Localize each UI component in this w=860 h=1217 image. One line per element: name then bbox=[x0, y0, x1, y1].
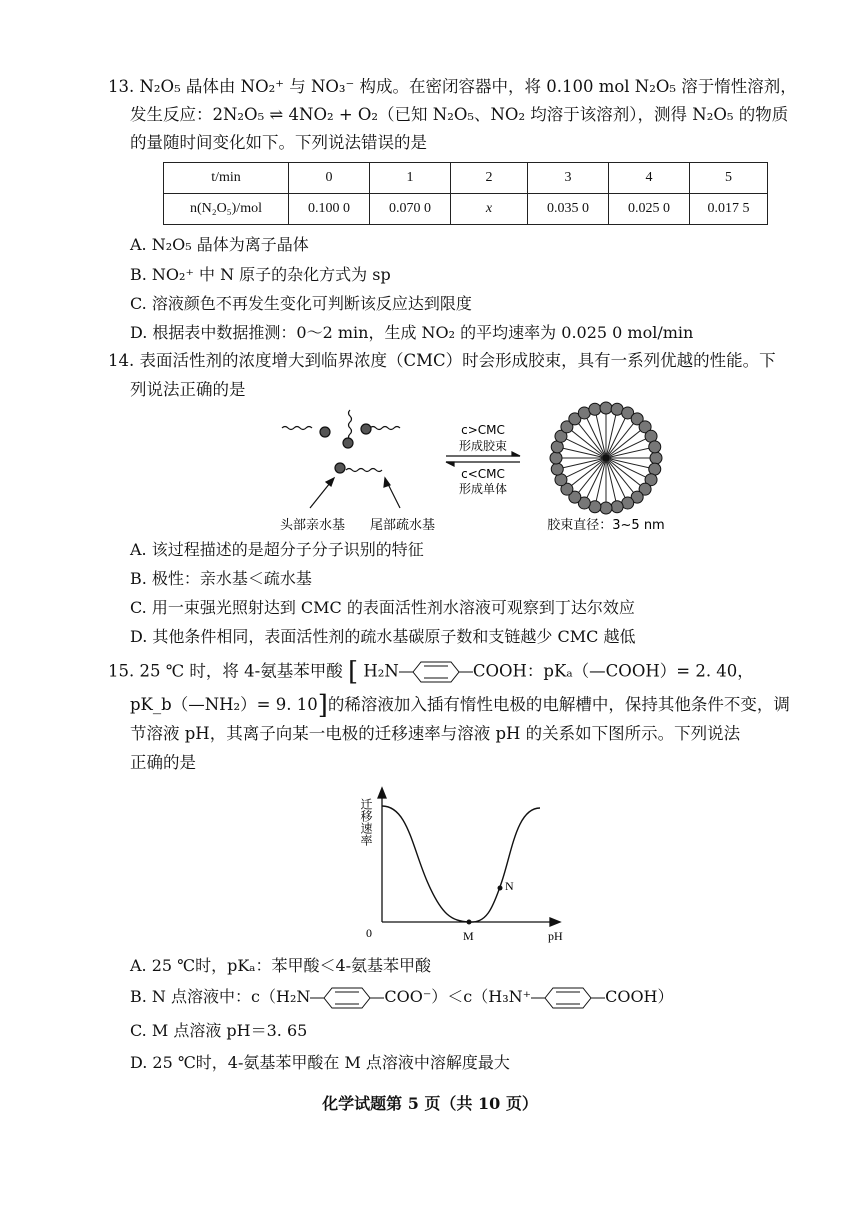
table-cell: 5 bbox=[690, 163, 768, 194]
micelle-tail bbox=[587, 462, 604, 498]
q15-option-c: C. M 点溶液 pH＝3. 65 bbox=[130, 1021, 308, 1040]
benzene-ring-icon bbox=[399, 660, 473, 684]
option-b-prefix: B. N 点溶液中：c bbox=[130, 987, 260, 1006]
label-arrows bbox=[310, 478, 400, 508]
label-tail-hydrophobic: 尾部疏水基 bbox=[370, 518, 436, 533]
bracket-open: [ bbox=[348, 657, 359, 687]
option-b-lt: ）＜c（ bbox=[431, 987, 489, 1006]
page-footer: 化学试题第 5 页（共 10 页） bbox=[322, 1094, 538, 1113]
benzene-ring-icon bbox=[531, 986, 605, 1010]
q15-line2b: 的稀溶液加入插有惰性电极的电解槽中，保持其他条件不变，调 bbox=[327, 695, 790, 714]
micelle-tail bbox=[566, 439, 602, 456]
option-b-h3n: H₃N⁺ bbox=[488, 987, 532, 1006]
rate-curve bbox=[382, 806, 540, 922]
option-b-cooh: COOH bbox=[605, 987, 658, 1006]
micelle-tail bbox=[607, 462, 616, 501]
micelle-tail bbox=[596, 462, 605, 501]
n-label: N bbox=[505, 879, 514, 893]
q14-option-d: D. 其他条件相同，表面活性剂的疏水基碳原子数和支链越少 CMC 越低 bbox=[130, 627, 636, 646]
table-cell: 0.100 0 bbox=[289, 194, 370, 225]
q15-option-a: A. 25 ℃时，pKₐ：苯甲酸＜4-氨基苯甲酸 bbox=[130, 956, 432, 975]
table-cell: 3 bbox=[528, 163, 609, 194]
micelle-tail bbox=[607, 415, 616, 454]
micelle-tail bbox=[608, 462, 625, 498]
micelle-core bbox=[602, 454, 610, 462]
q15-line3: 节溶液 pH，其离子向某一电极的迁移速率与溶液 pH 的关系如下图所示。下列说法 bbox=[130, 724, 741, 743]
micelle-tail bbox=[563, 459, 602, 468]
micelle-head bbox=[589, 403, 601, 415]
table-cell: 1 bbox=[370, 163, 451, 194]
carboxyl-group: COOH：pKₐ（—COOH）= 2. 40， bbox=[472, 661, 754, 681]
table-cell: 4 bbox=[609, 163, 690, 194]
surfactant-monomers bbox=[282, 410, 400, 473]
arrow-label-bot2: 形成单体 bbox=[458, 482, 508, 496]
micelle-tail bbox=[610, 459, 649, 468]
micelle-tail bbox=[610, 439, 646, 456]
label-micelle-diameter: 胶束直径：3~5 nm bbox=[547, 518, 665, 533]
micelle-tail bbox=[610, 448, 649, 457]
equilibrium-arrows bbox=[446, 452, 520, 466]
q13-option-c: C. 溶液颜色不再发生变化可判断该反应达到限度 bbox=[130, 294, 472, 313]
micelle-tail bbox=[566, 460, 602, 477]
q14-line1: 14. 表面活性剂的浓度增大到临界浓度（CMC）时会形成胶束，具有一系列优越的性能。下 bbox=[108, 351, 776, 370]
arrow-label-bot1: c<CMC bbox=[461, 467, 505, 481]
micelle-tail bbox=[596, 415, 605, 454]
label-head-hydrophilic: 头部亲水基 bbox=[280, 518, 346, 533]
q15-option-d: D. 25 ℃时，4-氨基苯甲酸在 M 点溶液中溶解度最大 bbox=[130, 1053, 510, 1072]
table-cell: 0 bbox=[289, 163, 370, 194]
q14-option-a: A. 该过程描述的是超分子分子识别的特征 bbox=[130, 540, 424, 559]
q13-line1: 13. N₂O₅ 晶体由 NO₂⁺ 与 NO₃⁻ 构成。在密闭容器中，将 0.100 mol N₂O₅ 溶于惰性溶剂， bbox=[108, 77, 797, 96]
micelle-tail bbox=[587, 418, 604, 454]
q13-option-d: D. 根据表中数据推测：0～2 min，生成 NO₂ 的平均速率为 0.025 0 mol/min bbox=[130, 323, 694, 342]
q13-option-b: B. NO₂⁺ 中 N 原子的杂化方式为 sp bbox=[130, 265, 391, 284]
micelle-head bbox=[600, 402, 612, 414]
micelle-head bbox=[650, 452, 662, 464]
table-cell: 2 bbox=[451, 163, 528, 194]
micelle-icon bbox=[550, 402, 662, 514]
micelle-head bbox=[600, 502, 612, 514]
table-row bbox=[164, 163, 768, 194]
m-label: M bbox=[463, 929, 474, 943]
table-cell: 0.017 5 bbox=[690, 194, 768, 225]
table-cell: 0.025 0 bbox=[609, 194, 690, 225]
micelle-head bbox=[649, 441, 661, 453]
micelle-head bbox=[551, 463, 563, 475]
micelle-tail bbox=[563, 448, 602, 457]
q15-line4: 正确的是 bbox=[130, 753, 196, 772]
q14-line2: 列说法正确的是 bbox=[130, 380, 246, 399]
point-m bbox=[467, 920, 472, 925]
paren-close: ） bbox=[657, 987, 674, 1006]
micelle-figure bbox=[270, 400, 690, 535]
table-row bbox=[164, 194, 768, 225]
micelle-tail bbox=[610, 460, 646, 477]
x-axis-label: pH bbox=[548, 929, 563, 943]
pkb-text: pK_b（—NH₂）= 9. 10 bbox=[130, 695, 318, 714]
q15-line1 bbox=[108, 657, 754, 687]
table-header-amount: n(N₂O₅)/mol bbox=[164, 194, 289, 225]
q15-intro: 15. 25 ℃ 时，将 4-氨基苯甲酸 bbox=[108, 661, 343, 681]
origin-label: 0 bbox=[366, 926, 372, 940]
option-b-h2n: H₂N bbox=[276, 987, 311, 1006]
bracket-close: ] bbox=[317, 690, 328, 721]
micelle-tail bbox=[608, 418, 625, 454]
micelle-head bbox=[550, 452, 562, 464]
q13-line2: 发生反应：2N₂O₅ ⇌ 4NO₂ + O₂（已知 N₂O₅、NO₂ 均溶于该溶剂），测得 N₂O₅ 的物质 bbox=[130, 105, 789, 124]
migration-rate-graph bbox=[352, 786, 582, 946]
q14-option-c: C. 用一束强光照射达到 CMC 的表面活性剂水溶液可观察到丁达尔效应 bbox=[130, 598, 635, 617]
q15-option-b bbox=[130, 984, 674, 1010]
micelle-head bbox=[611, 501, 623, 513]
q15-line2 bbox=[130, 690, 790, 721]
table-cell: 0.035 0 bbox=[528, 194, 609, 225]
point-n bbox=[498, 886, 503, 891]
benzene-ring-icon bbox=[310, 986, 384, 1010]
amine-group: H₂N bbox=[363, 661, 399, 681]
q13-line3: 的量随时间变化如下。下列说法错误的是 bbox=[130, 133, 427, 152]
q13-option-a: A. N₂O₅ 晶体为离子晶体 bbox=[130, 235, 309, 254]
q14-option-b: B. 极性：亲水基＜疏水基 bbox=[130, 569, 312, 588]
table-header-time: t/min bbox=[164, 163, 289, 194]
table-cell: 0.070 0 bbox=[370, 194, 451, 225]
q13-data-table bbox=[163, 162, 768, 225]
arrow-label-top1: c>CMC bbox=[461, 423, 505, 437]
table-cell: x bbox=[451, 194, 528, 225]
paren-open: （ bbox=[259, 987, 276, 1006]
y-axis-label: 迁移速率 bbox=[359, 798, 373, 846]
option-b-coo: COO⁻ bbox=[384, 987, 432, 1006]
arrow-label-top2: 形成胶束 bbox=[458, 439, 508, 453]
